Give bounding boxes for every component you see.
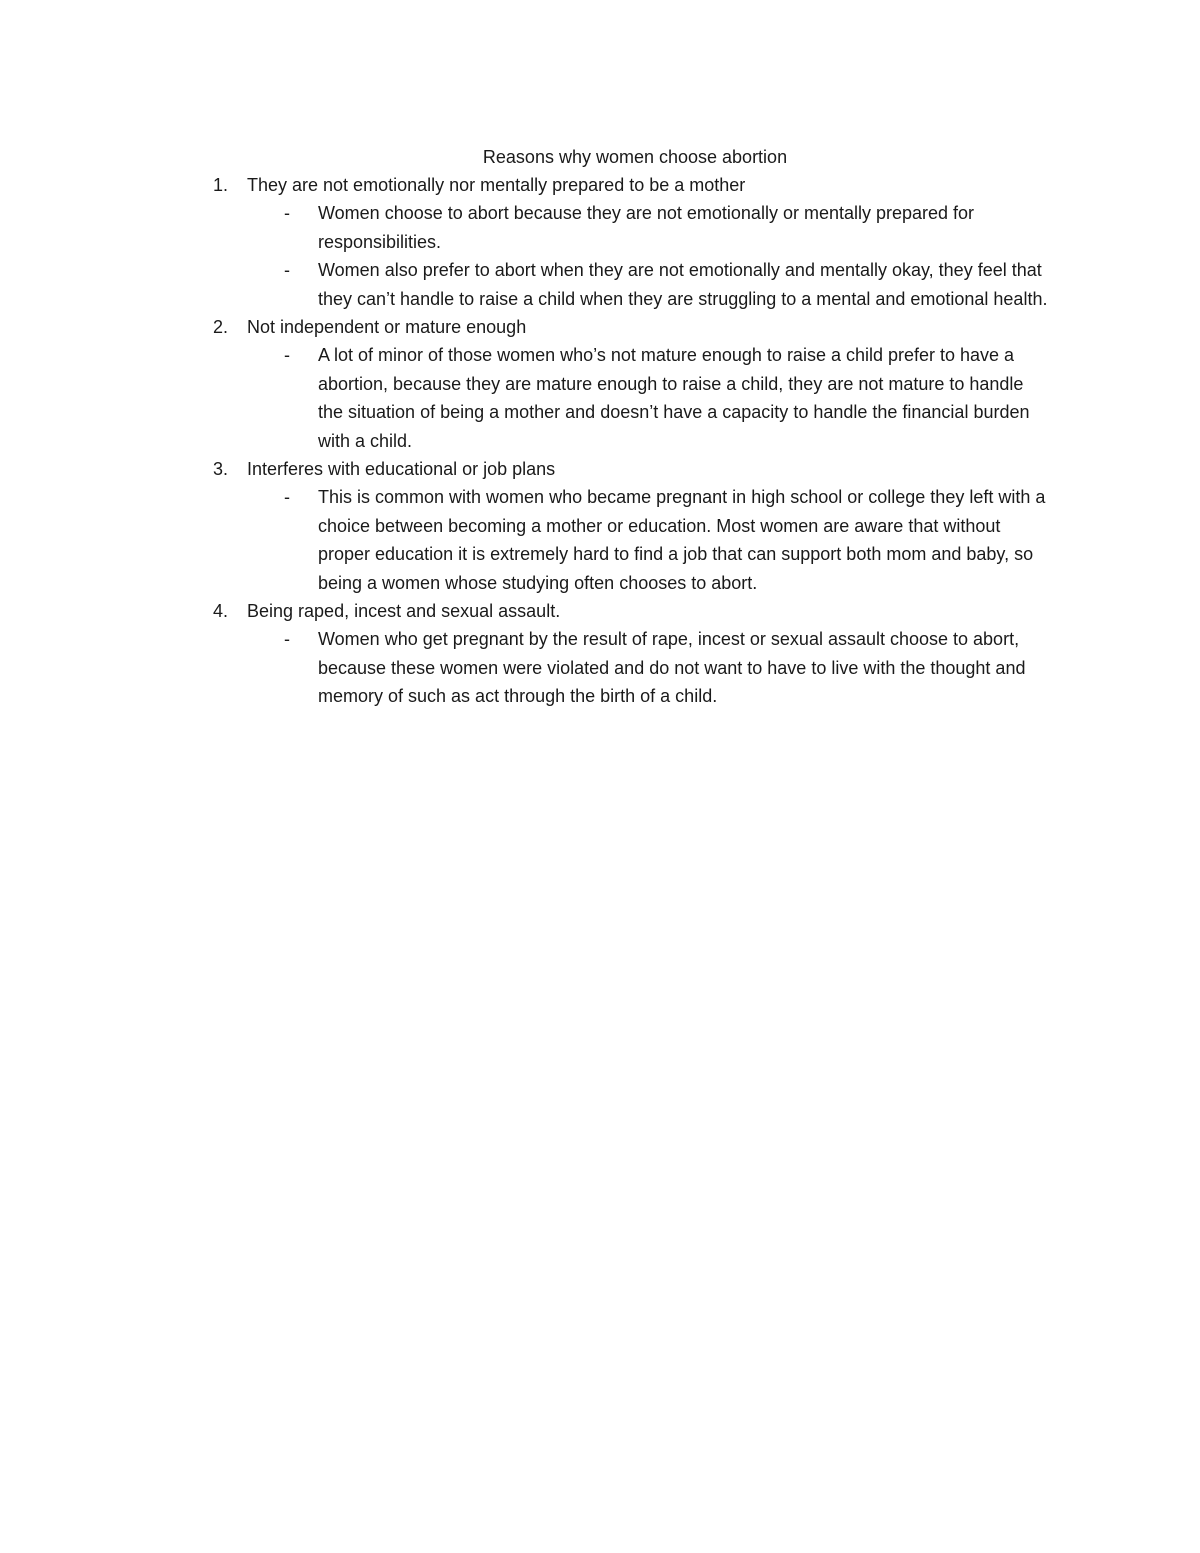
reason-bullets xyxy=(0,341,1200,455)
reason-heading-text: They are not emotionally nor mentally prepared to be a mother xyxy=(247,175,746,195)
bullet-text: A lot of minor of those women who’s not mature enough to raise a child prefer to have a abortion, because they are mature enough to raise a child, they are not mature to handle the situation of being a mother and doesn’t have a capacity to handle the financial burden with a child. xyxy=(318,345,1030,451)
reason-item xyxy=(0,455,1200,597)
reason-item xyxy=(0,313,1200,455)
bullet-text: Women also prefer to abort when they are not emotionally and mentally okay, they feel that they can’t handle to raise a child when they are struggling to a mental and emotional health. xyxy=(318,260,1048,309)
reason-number: 2. xyxy=(213,317,229,338)
bullet-marker: - xyxy=(284,345,290,366)
bullet-item xyxy=(0,256,1053,313)
reason-item xyxy=(0,171,1200,313)
bullet-item xyxy=(0,341,1053,455)
reasons-list xyxy=(0,171,1200,711)
reason-bullets xyxy=(0,199,1200,313)
reason-heading xyxy=(0,597,1200,625)
reason-heading-text: Not independent or mature enough xyxy=(247,317,527,338)
bullet-marker: - xyxy=(284,487,290,508)
reason-heading-text: Interferes with educational or job plans xyxy=(247,459,556,480)
bullet-marker: - xyxy=(284,629,290,650)
bullet-item xyxy=(0,483,1053,597)
bullet-text: This is common with women who became pregnant in high school or college they left with a choice between becoming a mother or education. Most women are aware that without proper education it is extremely hard to find a job that can support both mom and baby, so being a women whose studying often chooses to abort. xyxy=(318,487,1046,593)
reason-number: 4. xyxy=(213,601,229,622)
reason-heading xyxy=(0,313,1200,341)
reason-heading xyxy=(0,455,1200,483)
reason-heading xyxy=(0,171,1200,199)
bullet-text: Women choose to abort because they are not emotionally or mentally prepared for responsibilities. xyxy=(318,203,975,252)
document-title: Reasons why women choose abortion xyxy=(482,147,788,167)
bullet-text: Women who get pregnant by the result of rape, incest or sexual assault choose to abort, because these women were violated and do not want to have to live with the thought and memory of such as act through the birth of a child. xyxy=(318,629,1026,707)
bullet-marker: - xyxy=(284,203,290,224)
bullet-item xyxy=(0,199,1053,256)
reason-heading-text: Being raped, incest and sexual assault. xyxy=(247,601,561,622)
reason-number: 3. xyxy=(213,459,229,480)
reason-bullets xyxy=(0,483,1200,597)
reason-bullets xyxy=(0,625,1200,710)
reason-number: 1. xyxy=(213,175,229,195)
reason-item xyxy=(0,597,1200,711)
bullet-item xyxy=(0,625,1053,710)
bullet-marker: - xyxy=(284,260,290,281)
